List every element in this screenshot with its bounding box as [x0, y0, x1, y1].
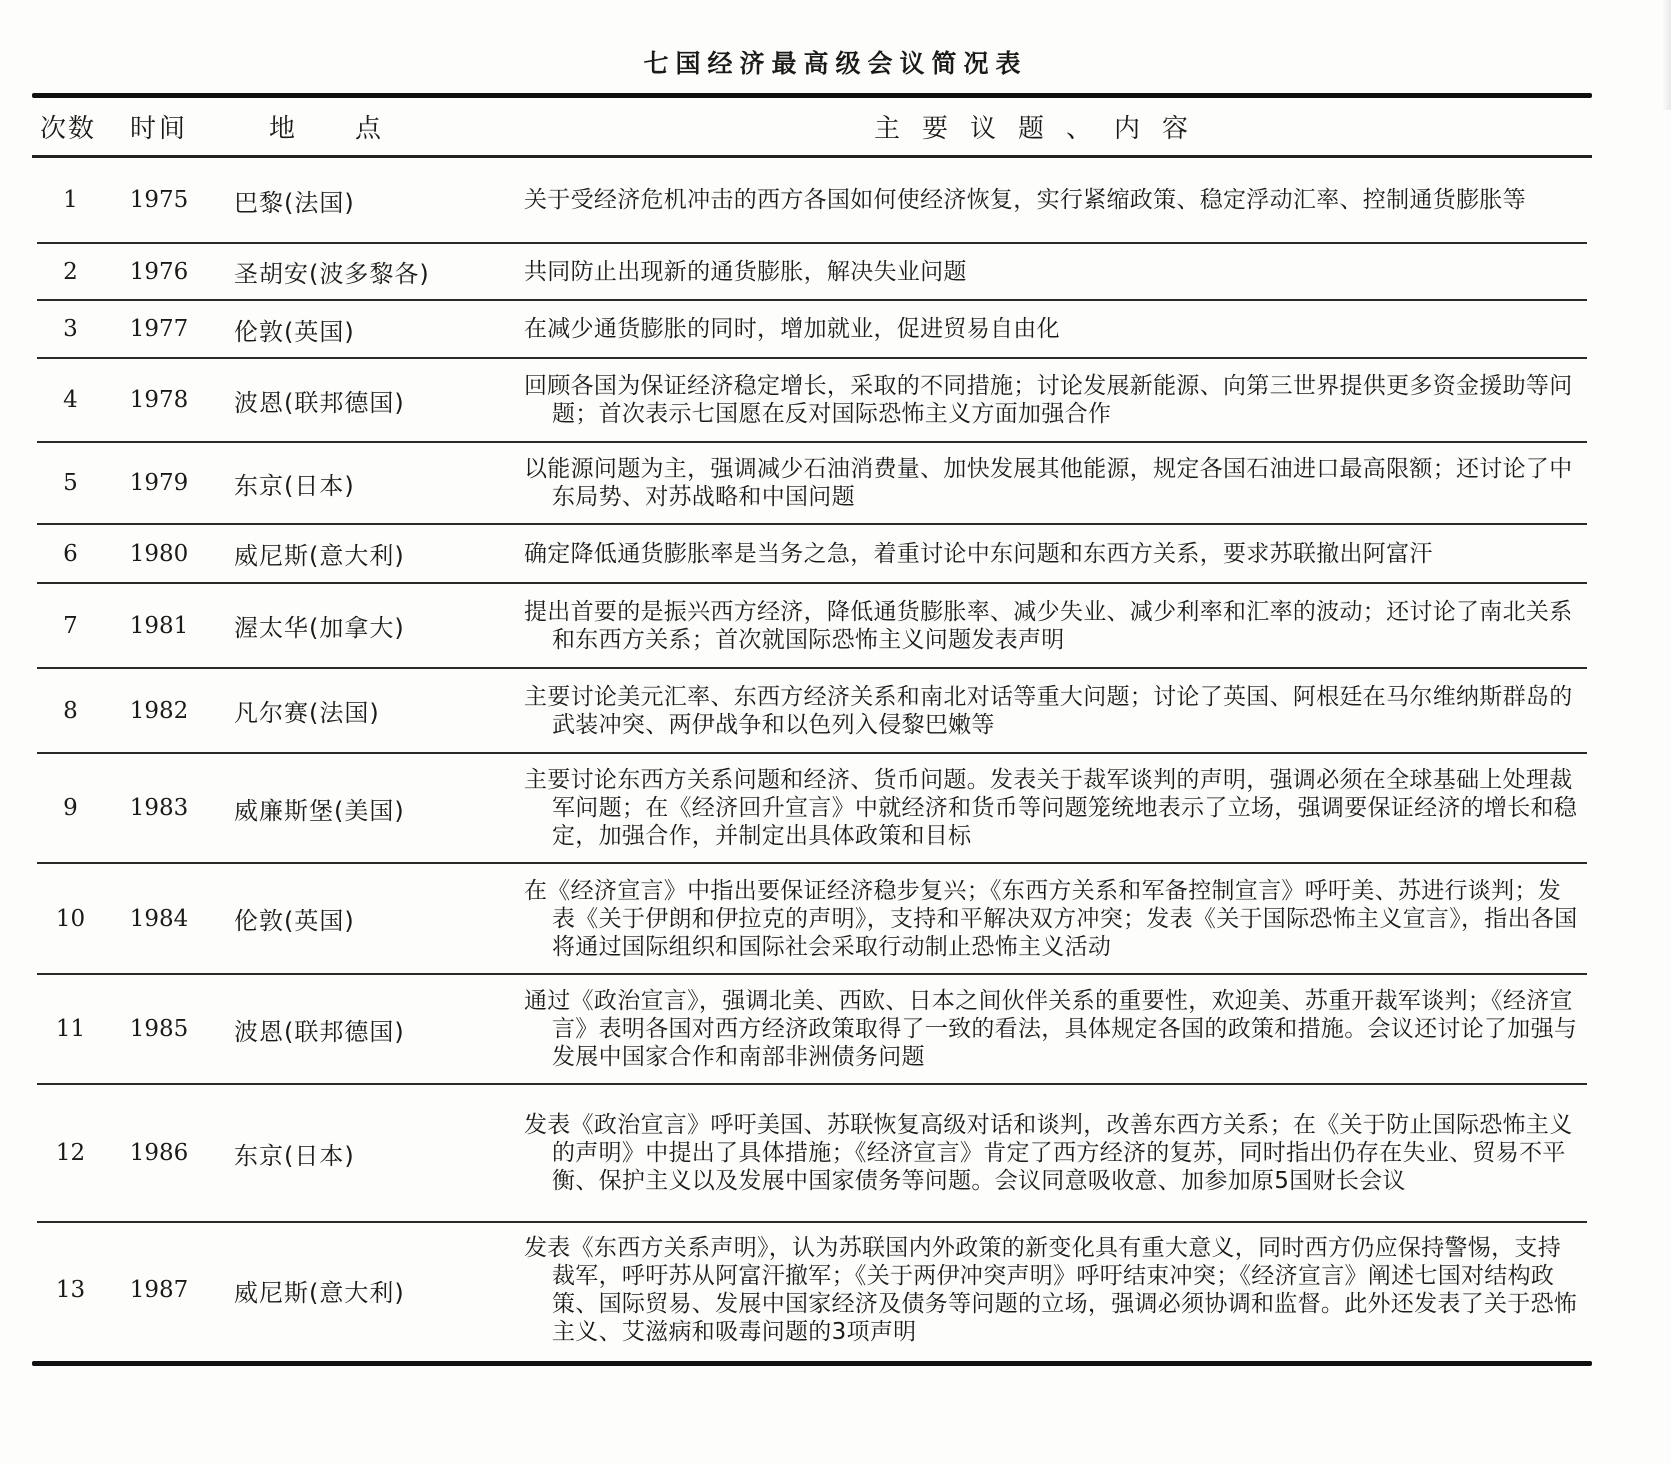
- row-num: 11: [55, 1016, 86, 1042]
- row-topic: 在《经济宣言》中指出要保证经济稳步复兴；《东西方关系和军备控制宣言》呼吁美、苏进行谈判；发表《关于伊朗和伊拉克的声明》，支持和平解决双方冲突；发表《关于国际恐怖主义宣言》，指出各国将通过国际组织和国际社会采取行动制止恐怖主义活动: [524, 877, 1578, 960]
- table-row: [37, 244, 1587, 301]
- row-year: 1979: [129, 470, 189, 496]
- row-topic: 确定降低通货膨胀率是当务之急，着重讨论中东问题和东西方关系，要求苏联撤出阿富汗: [524, 540, 1433, 567]
- table-row: [37, 975, 1587, 1085]
- summit-table: [32, 93, 1592, 1366]
- row-topic: 发表《政治宣言》呼吁美国、苏联恢复高级对话和谈判，改善东西方关系；在《关于防止国际恐怖主义的声明》中提出了具体措施；《经济宣言》肯定了西方经济的复苏，同时指出仍存在失业、贸易不平衡、保护主义以及发展中国家债务等问题。会议同意吸收意、加参加原5国财长会议: [524, 1112, 1573, 1194]
- row-year: 1983: [129, 795, 189, 821]
- table-header: [32, 98, 1592, 158]
- row-place: 波恩(联邦德国): [234, 1017, 405, 1046]
- bottom-rule: [32, 1361, 1592, 1366]
- row-place: 波恩(联邦德国): [234, 388, 405, 417]
- row-year: 1981: [129, 612, 189, 639]
- row-num: 12: [55, 1140, 86, 1166]
- row-place: 伦敦(英国): [234, 317, 355, 346]
- row-place: 圣胡安(波多黎各): [234, 260, 430, 288]
- row-year: 1985: [129, 1016, 189, 1042]
- row-year: 1982: [129, 697, 189, 724]
- header-place: 地点: [269, 114, 442, 144]
- row-year: 1986: [129, 1140, 189, 1166]
- row-topic: 主要讨论美元汇率、东西方经济关系和南北对话等重大问题；讨论了英国、阿根廷在马尔维纳斯群岛的武装冲突、两伊战争和以色列入侵黎巴嫩等: [524, 683, 1573, 738]
- row-year: 1977: [129, 316, 189, 342]
- row-topic: 主要讨论东西方关系问题和经济、货币问题。发表关于裁军谈判的声明，强调必须在全球基础上处理裁军问题；在《经济回升宣言》中就经济和货币等问题笼统地表示了立场，强调要保证经济的增长和稳定，加强合作，并制定出具体政策和目标: [524, 767, 1578, 849]
- row-num: 4: [63, 387, 78, 413]
- row-place: 东京(日本): [234, 471, 355, 500]
- row-num: 8: [63, 697, 78, 724]
- row-place: 威廉斯堡(美国): [234, 796, 405, 825]
- row-year: 1984: [129, 905, 189, 932]
- table-title: 七国经济最高级会议简况表: [643, 49, 1028, 78]
- row-topic: 回顾各国为保证经济稳定增长，采取的不同措施；讨论发展新能源、向第三世界提供更多资金援助等问题；首次表示七国愿在反对国际恐怖主义方面加强合作: [524, 373, 1573, 427]
- row-topic: 提出首要的是振兴西方经济，降低通货膨胀率、减少失业、减少利率和汇率的波动；还讨论了南北关系和东西方关系；首次就国际恐怖主义问题发表声明: [524, 598, 1573, 653]
- row-topic: 共同防止出现新的通货膨胀，解决失业问题: [524, 258, 967, 285]
- table-row: [37, 359, 1587, 443]
- row-num: 13: [55, 1277, 86, 1303]
- row-topic: 以能源问题为主，强调减少石油消费量、加快发展其他能源，规定各国石油进口最高限额；还讨论了中东局势、对苏战略和中国问题: [524, 456, 1573, 510]
- row-num: 5: [63, 470, 78, 496]
- row-year: 1976: [129, 258, 189, 285]
- header-num: 次数: [39, 114, 96, 144]
- table-row: [37, 525, 1587, 584]
- table-row: [37, 443, 1587, 525]
- row-place: 渥太华(加拿大): [234, 614, 405, 642]
- row-topic: 关于受经济危机冲击的西方各国如何使经济恢复，实行紧缩政策、稳定浮动汇率、控制通货膨胀等: [524, 187, 1526, 213]
- row-place: 威尼斯(意大利): [234, 542, 405, 570]
- row-year: 1978: [129, 387, 189, 413]
- table-row: [37, 754, 1587, 864]
- row-topic: 通过《政治宣言》，强调北美、西欧、日本之间伙伴关系的重要性，欢迎美、苏重开裁军谈判；《经济宣言》表明各国对西方经济政策取得了一致的看法，具体规定各国的政策和措施。会议还讨论了加强与发展中国家合作和南部非洲债务问题: [524, 988, 1578, 1070]
- row-num: 6: [63, 540, 78, 567]
- row-place: 伦敦(英国): [234, 907, 355, 935]
- header-time: 时间: [129, 114, 188, 144]
- table-row: [37, 1085, 1587, 1223]
- row-topic: 发表《东西方关系声明》，认为苏联国内外政策的新变化具有重大意义，同时西方仍应保持警惕，支持裁军，呼吁苏从阿富汗撤军；《关于两伊冲突声明》呼吁结束冲突；《经济宣言》阐述七国对结构政策、国际贸易、发展中国家经济及债务等问题的立场，强调必须协调和监督。此外还发表了关于恐怖主义、艾滋病和吸毒问题的3项声明: [524, 1235, 1578, 1345]
- table-row: [37, 158, 1587, 244]
- row-num: 2: [63, 258, 78, 285]
- row-num: 7: [63, 612, 78, 639]
- row-num: 10: [55, 905, 86, 932]
- table-row: [37, 1223, 1587, 1357]
- row-place: 威尼斯(意大利): [234, 1278, 405, 1307]
- table-row: [37, 669, 1587, 754]
- table-row: [37, 301, 1587, 359]
- row-year: 1987: [129, 1277, 189, 1303]
- table-row: [37, 864, 1587, 975]
- row-place: 东京(日本): [234, 1141, 355, 1170]
- row-place: 巴黎(法国): [234, 188, 355, 217]
- header-topic: 主要议题、内容: [873, 114, 1210, 144]
- row-place: 凡尔赛(法国): [234, 699, 380, 727]
- row-num: 3: [63, 316, 78, 342]
- row-topic: 在减少通货膨胀的同时，增加就业，促进贸易自由化: [524, 316, 1060, 342]
- row-year: 1975: [129, 187, 189, 213]
- table-row: [37, 584, 1587, 669]
- row-num: 1: [63, 187, 78, 213]
- row-year: 1980: [129, 540, 189, 567]
- row-num: 9: [63, 795, 78, 821]
